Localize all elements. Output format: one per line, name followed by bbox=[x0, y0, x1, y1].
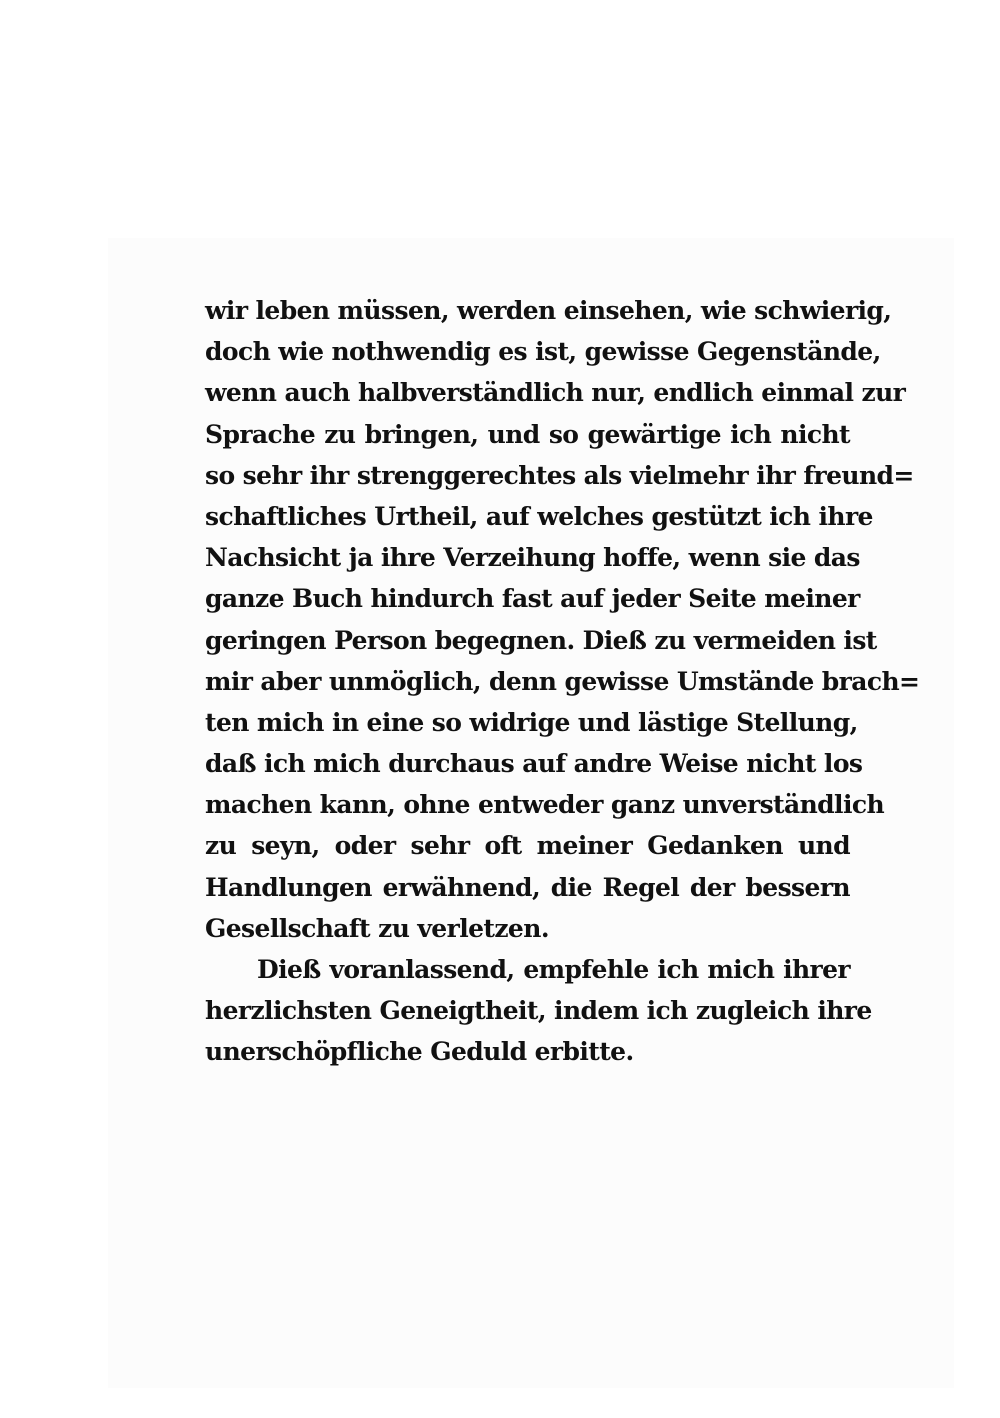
text-line: doch wie nothwendig es ist, gewisse Gegenstände, bbox=[205, 337, 881, 367]
text-line: geringen Person begegnen. Dieß zu vermeiden ist bbox=[205, 625, 877, 655]
text-line: herzlichsten Geneigtheit, indem ich zugleich ihre bbox=[205, 996, 872, 1026]
text-line: Sprache zu bringen, und so gewärtige ich nicht bbox=[205, 419, 850, 449]
body-text bbox=[205, 290, 920, 1073]
text-line: ganze Buch hindurch fast auf jeder Seite meiner bbox=[205, 584, 860, 614]
text-line: wenn auch halbverständlich nur, endlich einmal zur bbox=[205, 378, 906, 408]
text-line: wir leben müssen, werden einsehen, wie schwierig, bbox=[205, 296, 892, 325]
text-line: zu seyn, oder sehr oft meiner Gedanken und bbox=[205, 831, 850, 861]
text-line: mir aber unmöglich, denn gewisse Umstände brach= bbox=[205, 666, 920, 696]
text-line: Dieß voranlassend, empfehle ich mich ihrer bbox=[257, 955, 850, 984]
paragraph-2 bbox=[205, 949, 872, 1073]
text-line: Handlungen erwähnend, die Regel der bessern bbox=[205, 872, 850, 902]
paragraph-1 bbox=[205, 290, 920, 949]
text-line: daß ich mich durchaus auf andre Weise nicht los bbox=[205, 749, 863, 779]
text-line: schaftliches Urtheil, auf welches gestützt ich ihre bbox=[205, 501, 873, 531]
text-line: Nachsicht ja ihre Verzeihung hoffe, wenn sie das bbox=[205, 543, 860, 573]
text-line: Gesellschaft zu verletzen. bbox=[205, 913, 549, 943]
text-line: ten mich in eine so widrige und lästige Stellung, bbox=[205, 707, 858, 737]
text-line: unerschöpfliche Geduld erbitte. bbox=[205, 1037, 634, 1067]
text-line: so sehr ihr strenggerechtes als vielmehr ihr freund= bbox=[205, 460, 914, 490]
text-line: machen kann, ohne entweder ganz unverständlich bbox=[205, 790, 885, 820]
